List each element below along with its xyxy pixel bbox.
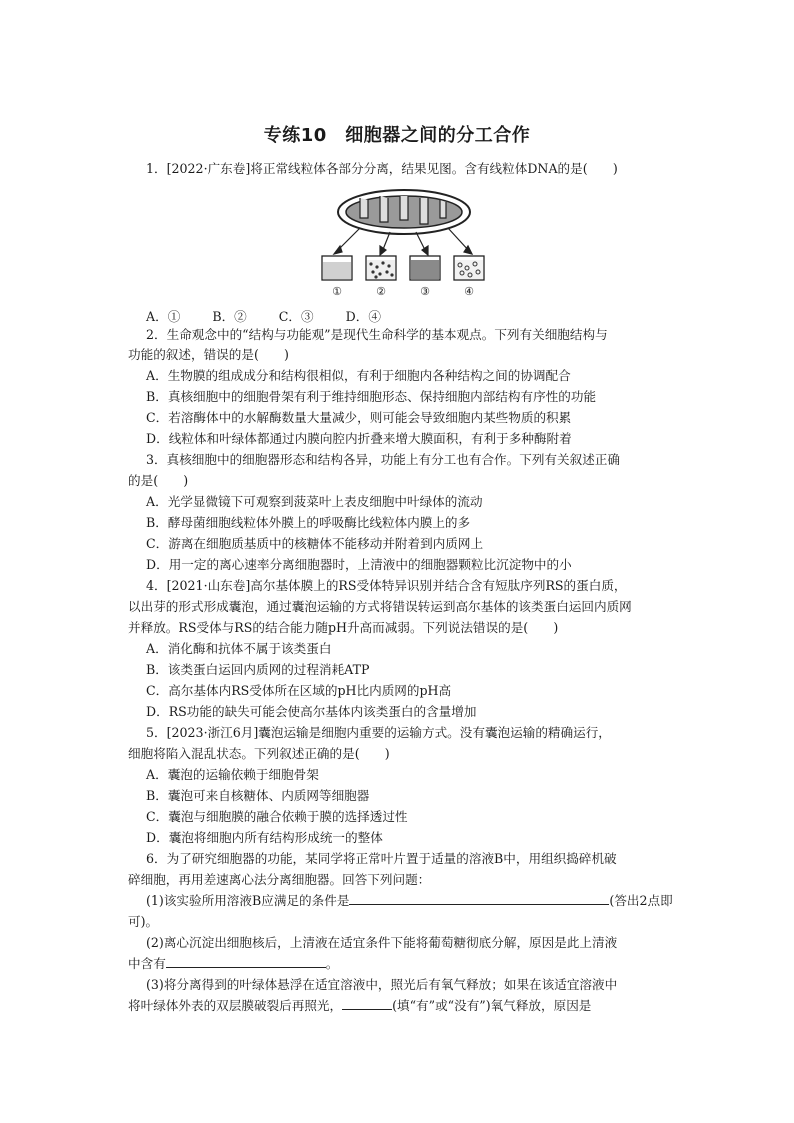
q2-stem-line2: 功能的叙述，错误的是( ) bbox=[128, 347, 289, 362]
q6-part2-answer-blank[interactable] bbox=[166, 955, 326, 968]
q6-part2-line2 bbox=[128, 955, 688, 972]
q2-option-a[interactable]: A．生物膜的组成成分和结构很相似，有利于细胞内各种结构之间的协调配合 bbox=[146, 368, 571, 383]
q6-part1-cont: 可)。 bbox=[128, 914, 159, 929]
q5-option-c[interactable]: C．囊泡与细胞膜的融合依赖于膜的选择透过性 bbox=[146, 809, 408, 824]
q6-part3-end: (填“有”或“没有”)氧气释放，原因是 bbox=[392, 998, 592, 1013]
q6-part2-line1: (2)离心沉淀出细胞核后，上清液在适宜条件下能将葡萄糖彻底分解，原因是此上清液 bbox=[146, 935, 618, 950]
tube-label-2: ② bbox=[376, 285, 386, 298]
q3-option-c[interactable]: C．游离在细胞质基质中的核糖体不能移动并附着到内质网上 bbox=[146, 536, 484, 551]
q2-stem-line1: 2．生命观念中的“结构与功能观”是现代生命科学的基本观点。下列有关细胞结构与 bbox=[146, 327, 608, 342]
q4-option-a[interactable]: A．消化酶和抗体不属于该类蛋白 bbox=[146, 641, 332, 656]
q2-option-c[interactable]: C．若溶酶体中的水解酶数量大量减少，则可能会导致细胞内某些物质的积累 bbox=[146, 410, 572, 425]
q5-option-a[interactable]: A．囊泡的运输依赖于细胞骨架 bbox=[146, 767, 319, 782]
q6-part2-text: 中含有 bbox=[128, 956, 166, 971]
q5-option-b[interactable]: B．囊泡可来自核糖体、内质网等细胞器 bbox=[146, 788, 370, 803]
q5-stem-line1: 5．[2023·浙江6月]囊泡运输是细胞内重要的运输方式。没有囊泡运输的精确运行， bbox=[146, 725, 611, 740]
q3-stem-line2: 的是( ) bbox=[128, 473, 189, 488]
q3-stem-line1: 3．真核细胞中的细胞器形态和结构各异，功能上有分工也有合作。下列有关叙述正确 bbox=[146, 452, 620, 467]
q3-option-a[interactable]: A．光学显微镜下可观察到菠菜叶上表皮细胞中叶绿体的流动 bbox=[146, 494, 483, 509]
q4-stem-line1: 4．[2021·山东卷]高尔基体膜上的RS受体特异识别并结合含有短肽序列RS的蛋白质， bbox=[146, 578, 627, 593]
mitochondria-fractionation-diagram bbox=[320, 188, 500, 300]
q1-options bbox=[146, 306, 409, 325]
q6-stem-line1: 6．为了研究细胞器的功能，某同学将正常叶片置于适量的溶液B中，用组织捣碎机破 bbox=[146, 851, 617, 866]
page-title: 专练10 细胞器之间的分工合作 bbox=[263, 125, 531, 146]
q6-part1-answer-blank[interactable] bbox=[349, 892, 609, 905]
q1-option-a[interactable]: A．① bbox=[146, 309, 181, 324]
q3-option-b[interactable]: B．酵母菌细胞线粒体外膜上的呼吸酶比线粒体内膜上的多 bbox=[146, 515, 471, 530]
q3-option-d[interactable]: D．用一定的离心速率分离细胞器时，上清液中的细胞器颗粒比沉淀物中的小 bbox=[146, 557, 572, 572]
tube-label-1: ① bbox=[332, 285, 342, 298]
q6-part2-end: 。 bbox=[325, 956, 339, 971]
q2-option-d[interactable]: D．线粒体和叶绿体都通过内膜向腔内折叠来增大膜面积，有利于多种酶附着 bbox=[146, 431, 572, 446]
q5-stem-line2: 细胞将陷入混乱状态。下列叙述正确的是( ) bbox=[128, 746, 390, 761]
q1-option-c[interactable]: C．③ bbox=[278, 309, 314, 324]
tube-label-3: ③ bbox=[420, 285, 430, 298]
q1-stem: 1．[2022·广东卷]将正常线粒体各部分分离，结果见图。含有线粒体DNA的是( ) bbox=[146, 161, 618, 176]
q6-part1-line bbox=[146, 892, 706, 909]
q1-option-d[interactable]: D．④ bbox=[345, 309, 381, 324]
q2-option-b[interactable]: B．真核细胞中的细胞骨架有利于维持细胞形态、保持细胞内部结构有序性的功能 bbox=[146, 389, 597, 404]
tube-3 bbox=[410, 256, 440, 280]
q6-part1-note: (答出2点即 bbox=[609, 893, 673, 908]
tube-1 bbox=[322, 256, 352, 280]
tube-2 bbox=[366, 256, 396, 280]
q5-option-d[interactable]: D．囊泡将细胞内所有结构形成统一的整体 bbox=[146, 830, 383, 845]
tube-label-4: ④ bbox=[464, 285, 474, 298]
q6-stem-line2: 碎细胞，再用差速离心法分离细胞器。回答下列问题： bbox=[128, 872, 431, 887]
q4-stem-line3: 并释放。RS受体与RS的结合能力随pH升高而减弱。下列说法错误的是( ) bbox=[128, 620, 559, 635]
q6-part3-answer-blank[interactable] bbox=[342, 997, 392, 1010]
q6-part1-text: (1)该实验所用溶液B应满足的条件是 bbox=[146, 893, 350, 908]
q6-part3-text: 将叶绿体外表的双层膜破裂后再照光， bbox=[128, 998, 343, 1013]
q1-option-b[interactable]: B．② bbox=[212, 309, 247, 324]
q4-option-d[interactable]: D．RS功能的缺失可能会使高尔基体内该类蛋白的含量增加 bbox=[146, 704, 477, 719]
tube-4 bbox=[454, 256, 484, 280]
q6-part3-line2 bbox=[128, 997, 688, 1014]
q4-option-c[interactable]: C．高尔基体内RS受体所在区域的pH比内质网的pH高 bbox=[146, 683, 452, 698]
q4-stem-line2: 以出芽的形式形成囊泡，通过囊泡运输的方式将错误转运到高尔基体的该类蛋白运回内质网 bbox=[128, 599, 632, 614]
q4-option-b[interactable]: B．该类蛋白运回内质网的过程消耗ATP bbox=[146, 662, 370, 677]
q6-part3-line1: (3)将分离得到的叶绿体悬浮在适宜溶液中，照光后有氧气释放；如果在该适宜溶液中 bbox=[146, 977, 618, 992]
